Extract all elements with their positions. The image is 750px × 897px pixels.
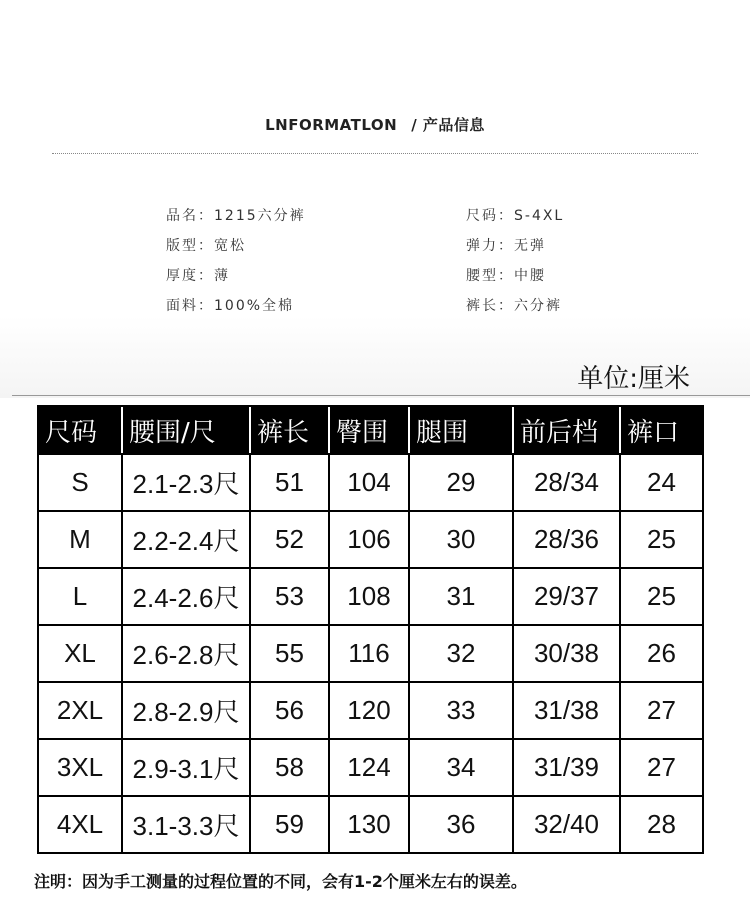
info-item-thickness [166, 265, 466, 285]
info-row [166, 200, 666, 230]
table-cell: 3.1-3.3尺 [123, 795, 251, 852]
table-cell: 29 [410, 453, 514, 510]
table-cell: 120 [330, 681, 410, 738]
table-cell: 104 [330, 453, 410, 510]
product-info [166, 200, 666, 320]
dotted-divider [52, 153, 698, 154]
table-cell: 2.4-2.6尺 [123, 567, 251, 624]
info-value: 无弹 [514, 238, 546, 254]
info-label: 弹力： [466, 238, 514, 254]
table-cell: 2.2-2.4尺 [123, 510, 251, 567]
table-cell: 2.8-2.9尺 [123, 681, 251, 738]
table-cell: 29/37 [514, 567, 621, 624]
table-row [39, 681, 702, 738]
info-item-stretch [466, 235, 546, 255]
table-cell: 36 [410, 795, 514, 852]
table-row [39, 738, 702, 795]
table-row [39, 624, 702, 681]
col-header-rise: 前后档 [514, 407, 621, 453]
info-item-size [466, 205, 564, 225]
footnote: 注明：因为手工测量的过程位置的不同，会有1-2个厘米左右的误差。 [34, 872, 527, 891]
table-row [39, 453, 702, 510]
info-label: 尺码： [466, 208, 514, 224]
table-cell: 31/38 [514, 681, 621, 738]
info-item-fabric [166, 295, 466, 315]
table-cell: 32/40 [514, 795, 621, 852]
table-cell: 25 [621, 567, 702, 624]
table-cell: 25 [621, 510, 702, 567]
divider-line [12, 395, 750, 396]
table-cell: 3XL [39, 738, 123, 795]
table-cell: 108 [330, 567, 410, 624]
table-row [39, 567, 702, 624]
info-row [166, 260, 666, 290]
col-header-hip: 臀围 [330, 407, 410, 453]
header-title: LNFORMATLON [265, 116, 398, 134]
col-header-hem: 裤口 [621, 407, 702, 453]
table-cell: 124 [330, 738, 410, 795]
col-header-thigh: 腿围 [410, 407, 514, 453]
table-cell: 30 [410, 510, 514, 567]
info-label: 腰型： [466, 268, 514, 284]
table-cell: S [39, 453, 123, 510]
info-label: 厚度： [166, 268, 214, 284]
table-row [39, 510, 702, 567]
table-cell: 2.6-2.8尺 [123, 624, 251, 681]
table-row [39, 795, 702, 852]
table-cell: 130 [330, 795, 410, 852]
table-cell: 34 [410, 738, 514, 795]
table-cell: 116 [330, 624, 410, 681]
table-cell: 51 [251, 453, 330, 510]
table-cell: L [39, 567, 123, 624]
table-cell: 32 [410, 624, 514, 681]
info-value: 100%全棉 [214, 298, 295, 314]
table-cell: 52 [251, 510, 330, 567]
table-cell: 53 [251, 567, 330, 624]
info-item-name [166, 205, 466, 225]
info-item-fit [166, 235, 466, 255]
table-cell: M [39, 510, 123, 567]
table-cell: 28/36 [514, 510, 621, 567]
table-cell: 31/39 [514, 738, 621, 795]
table-cell: 26 [621, 624, 702, 681]
info-item-waist [466, 265, 546, 285]
table-cell: 24 [621, 453, 702, 510]
table-cell: 56 [251, 681, 330, 738]
table-cell: 59 [251, 795, 330, 852]
info-value: 六分裤 [514, 298, 562, 314]
table-cell: 33 [410, 681, 514, 738]
info-label: 版型： [166, 238, 214, 254]
table-cell: 28/34 [514, 453, 621, 510]
table-cell: 27 [621, 738, 702, 795]
col-header-length: 裤长 [251, 407, 330, 453]
table-cell: 2.9-3.1尺 [123, 738, 251, 795]
table-cell: 55 [251, 624, 330, 681]
table-cell: 58 [251, 738, 330, 795]
info-value: S-4XL [514, 208, 565, 224]
header-subtitle: / 产品信息 [411, 116, 485, 134]
table-cell: 106 [330, 510, 410, 567]
section-header [0, 114, 750, 135]
table-cell: 31 [410, 567, 514, 624]
table-cell: 2XL [39, 681, 123, 738]
info-label: 品名： [166, 208, 214, 224]
info-label: 面料： [166, 298, 214, 314]
table-cell: 28 [621, 795, 702, 852]
info-value: 宽松 [214, 238, 246, 254]
info-value: 薄 [214, 268, 230, 284]
unit-label: 单位:厘米 [577, 364, 690, 394]
size-table [37, 405, 704, 854]
table-cell: 2.1-2.3尺 [123, 453, 251, 510]
table-cell: 27 [621, 681, 702, 738]
info-item-length [466, 295, 562, 315]
info-value: 1215六分裤 [214, 208, 306, 224]
table-cell: 30/38 [514, 624, 621, 681]
table-cell: XL [39, 624, 123, 681]
info-value: 中腰 [514, 268, 546, 284]
table-cell: 4XL [39, 795, 123, 852]
info-row [166, 230, 666, 260]
col-header-size: 尺码 [39, 407, 123, 453]
table-header-row [39, 407, 702, 453]
col-header-waist: 腰围/尺 [123, 407, 251, 453]
info-label: 裤长： [466, 298, 514, 314]
